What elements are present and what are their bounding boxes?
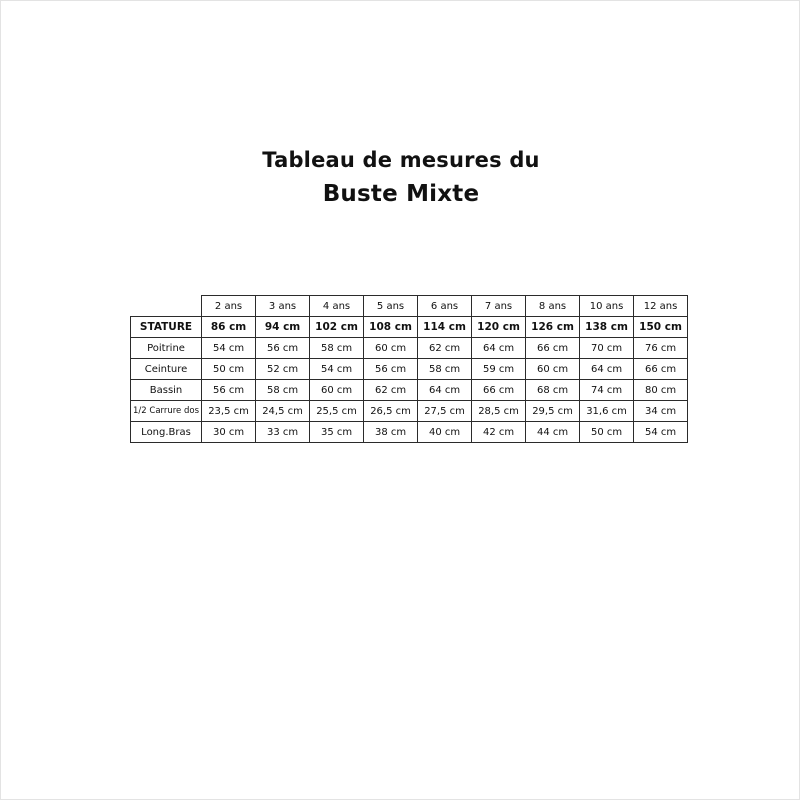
table-cell: 27,5 cm xyxy=(418,401,472,422)
column-header-age: 6 ans xyxy=(418,296,472,317)
table-cell: 54 cm xyxy=(634,422,688,443)
column-header-age: 3 ans xyxy=(256,296,310,317)
page-title xyxy=(1,146,800,209)
table-cell: 52 cm xyxy=(256,359,310,380)
row-label: Ceinture xyxy=(131,359,202,380)
table-cell: 30 cm xyxy=(202,422,256,443)
table-cell: 102 cm xyxy=(310,317,364,338)
column-header-age: 7 ans xyxy=(472,296,526,317)
table-row xyxy=(131,338,688,359)
column-header-age: 4 ans xyxy=(310,296,364,317)
table-cell: 50 cm xyxy=(580,422,634,443)
table-cell: 35 cm xyxy=(310,422,364,443)
column-header-age: 10 ans xyxy=(580,296,634,317)
table-cell: 62 cm xyxy=(418,338,472,359)
table-cell: 114 cm xyxy=(418,317,472,338)
table-cell: 33 cm xyxy=(256,422,310,443)
table-cell: 50 cm xyxy=(202,359,256,380)
title-line-2: Buste Mixte xyxy=(322,181,480,207)
table-cell: 66 cm xyxy=(472,380,526,401)
column-header-age: 8 ans xyxy=(526,296,580,317)
table-cell: 56 cm xyxy=(364,359,418,380)
table-cell: 29,5 cm xyxy=(526,401,580,422)
table-cell: 80 cm xyxy=(634,380,688,401)
table-cell: 31,6 cm xyxy=(580,401,634,422)
table-cell: 66 cm xyxy=(634,359,688,380)
table-header-row xyxy=(131,296,688,317)
table-cell: 23,5 cm xyxy=(202,401,256,422)
table-row xyxy=(131,317,688,338)
table-cell: 59 cm xyxy=(472,359,526,380)
row-label: Long.Bras xyxy=(131,422,202,443)
table-cell: 76 cm xyxy=(634,338,688,359)
table-cell: 64 cm xyxy=(580,359,634,380)
table-row xyxy=(131,359,688,380)
table-cell: 60 cm xyxy=(364,338,418,359)
row-label: STATURE xyxy=(131,317,202,338)
column-header-age: 5 ans xyxy=(364,296,418,317)
table-cell: 64 cm xyxy=(418,380,472,401)
table-cell: 38 cm xyxy=(364,422,418,443)
table-cell: 56 cm xyxy=(202,380,256,401)
table-cell: 26,5 cm xyxy=(364,401,418,422)
table-cell: 66 cm xyxy=(526,338,580,359)
table-cell: 58 cm xyxy=(256,380,310,401)
table-cell: 54 cm xyxy=(202,338,256,359)
measurements-table xyxy=(130,295,688,443)
table-corner-cell xyxy=(131,296,202,317)
table-cell: 42 cm xyxy=(472,422,526,443)
column-header-age: 2 ans xyxy=(202,296,256,317)
table-cell: 138 cm xyxy=(580,317,634,338)
table-cell: 74 cm xyxy=(580,380,634,401)
table-cell: 60 cm xyxy=(310,380,364,401)
table-row xyxy=(131,380,688,401)
table-cell: 54 cm xyxy=(310,359,364,380)
table-row xyxy=(131,422,688,443)
table-cell: 150 cm xyxy=(634,317,688,338)
table-cell: 86 cm xyxy=(202,317,256,338)
table-cell: 34 cm xyxy=(634,401,688,422)
table-cell: 44 cm xyxy=(526,422,580,443)
table-cell: 28,5 cm xyxy=(472,401,526,422)
table-cell: 108 cm xyxy=(364,317,418,338)
table-cell: 70 cm xyxy=(580,338,634,359)
table-row xyxy=(131,401,688,422)
table-cell: 40 cm xyxy=(418,422,472,443)
table-cell: 120 cm xyxy=(472,317,526,338)
table-cell: 24,5 cm xyxy=(256,401,310,422)
row-label: Bassin xyxy=(131,380,202,401)
table-cell: 58 cm xyxy=(310,338,364,359)
table-body xyxy=(131,317,688,443)
title-line-1: Tableau de mesures du xyxy=(262,148,540,172)
row-label: 1/2 Carrure dos xyxy=(131,401,202,422)
table-cell: 126 cm xyxy=(526,317,580,338)
table-cell: 58 cm xyxy=(418,359,472,380)
column-header-age: 12 ans xyxy=(634,296,688,317)
measurements-table-container xyxy=(130,295,688,443)
table-cell: 94 cm xyxy=(256,317,310,338)
table-cell: 62 cm xyxy=(364,380,418,401)
table-cell: 64 cm xyxy=(472,338,526,359)
table-cell: 56 cm xyxy=(256,338,310,359)
table-cell: 68 cm xyxy=(526,380,580,401)
row-label: Poitrine xyxy=(131,338,202,359)
table-header xyxy=(131,296,688,317)
table-cell: 60 cm xyxy=(526,359,580,380)
table-cell: 25,5 cm xyxy=(310,401,364,422)
